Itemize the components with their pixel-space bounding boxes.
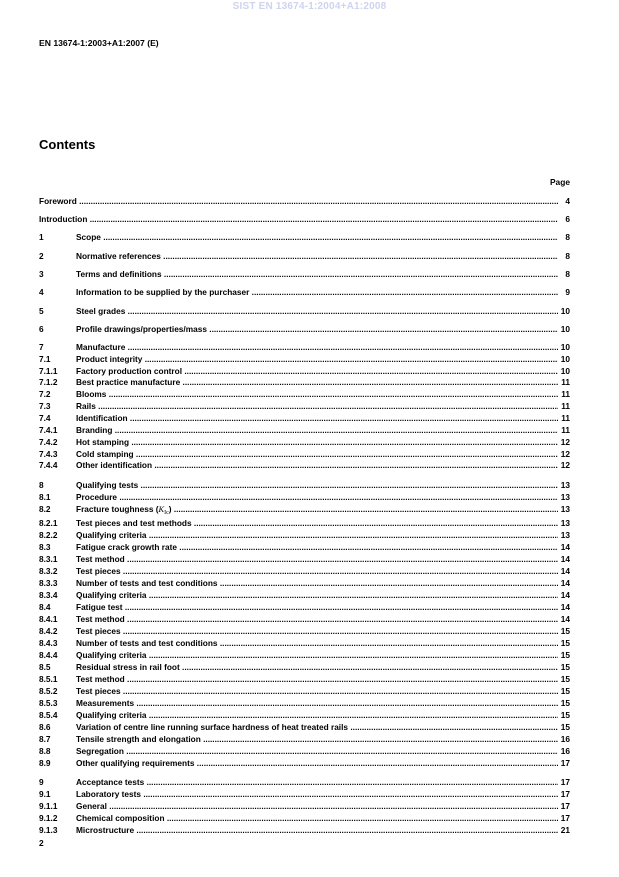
toc-entry-title: Test pieces ..... (76, 566, 558, 577)
toc-entry-number: 8.4.4 (39, 650, 58, 660)
toc-entry[interactable] (39, 449, 570, 460)
toc-entry-title: Factory production control ..... (76, 366, 558, 377)
toc-entry-title: Variation of centre line running surface hardness of heat treated rails ..... (76, 722, 558, 733)
toc-entry-number: 8.3 (39, 542, 51, 552)
toc-entry-title: Product integrity ..... (76, 354, 558, 365)
toc-entry[interactable] (39, 480, 570, 491)
toc-entry-title: Identification ..... (76, 413, 558, 424)
toc-entry-page: 17 (560, 777, 570, 787)
toc-entry-title: Test pieces ..... (76, 626, 558, 637)
toc-entry-number: 3 (39, 269, 44, 279)
toc-entry-title: Information to be supplied by the purchaser ..... (76, 287, 558, 298)
toc-entry[interactable] (39, 626, 570, 637)
toc-entry-title: Other identification ..... (76, 460, 558, 471)
toc-entry-number: 7.1.1 (39, 366, 58, 376)
watermark: SIST EN 13674-1:2004+A1:2008 (232, 1, 387, 12)
toc-entry-title: Acceptance tests ..... (76, 777, 558, 788)
toc-entry[interactable] (39, 602, 570, 613)
toc-entry-number: 9.1.2 (39, 813, 58, 823)
toc-entry-title: Introduction ..... (39, 214, 558, 225)
toc-entry-title: Manufacture ..... (76, 342, 558, 353)
toc-entry-number: 2 (39, 251, 44, 261)
toc-entry-number: 8.5.1 (39, 674, 58, 684)
toc-entry-title: Hot stamping ..... (76, 437, 558, 448)
toc-entry-page: 10 (560, 306, 570, 316)
toc-entry-page: 12 (560, 449, 570, 459)
toc-entry-title: Branding ..... (76, 425, 558, 436)
toc-entry-number: 9.1.3 (39, 825, 58, 835)
toc-entry-number: 7.2 (39, 389, 51, 399)
toc-entry-number: 7.1 (39, 354, 51, 364)
toc-entry[interactable] (39, 354, 570, 365)
toc-entry[interactable] (39, 232, 570, 243)
toc-entry-number: 7.4 (39, 413, 51, 423)
toc-entry-page: 4 (565, 196, 570, 206)
toc-entry[interactable] (39, 269, 570, 280)
toc-entry-title: Test method ..... (76, 614, 558, 625)
toc-entry-page: 14 (560, 566, 570, 576)
toc-entry-page: 11 (561, 425, 570, 435)
toc-entry-page: 21 (560, 825, 570, 835)
toc-entry-title: Microstructure ..... (76, 825, 558, 836)
toc-entry[interactable] (39, 377, 570, 388)
toc-entry-title: Fatigue test ..... (76, 602, 558, 613)
toc-entry-page: 11 (561, 389, 570, 399)
toc-entry-page: 17 (560, 813, 570, 823)
toc-entry[interactable] (39, 504, 570, 515)
toc-entry[interactable] (39, 698, 570, 709)
toc-entry-title: Qualifying criteria ..... (76, 590, 558, 601)
toc-entry-title: Measurements ..... (76, 698, 558, 709)
toc-entry[interactable] (39, 389, 570, 400)
toc-entry-page: 10 (560, 324, 570, 334)
toc-entry-number: 6 (39, 324, 44, 334)
toc-entry[interactable] (39, 722, 570, 733)
toc-entry-title: Best practice manufacture ..... (76, 377, 558, 388)
toc-entry-page: 15 (560, 626, 570, 636)
toc-entry-page: 15 (560, 638, 570, 648)
toc-entry-page: 16 (560, 734, 570, 744)
toc-entry-page: 15 (560, 686, 570, 696)
toc-entry-page: 17 (560, 758, 570, 768)
toc-entry-title: Chemical composition ..... (76, 813, 558, 824)
toc-entry-number: 8.3.1 (39, 554, 58, 564)
toc-entry-page: 14 (560, 590, 570, 600)
toc-entry[interactable] (39, 590, 570, 601)
toc-entry[interactable] (39, 306, 570, 317)
toc-entry[interactable] (39, 554, 570, 565)
toc-entry[interactable] (39, 425, 570, 436)
toc-entry[interactable] (39, 650, 570, 661)
toc-entry[interactable] (39, 686, 570, 697)
toc-entry-number: 8.4 (39, 602, 51, 612)
toc-entry-title: Laboratory tests ..... (76, 789, 558, 800)
toc-entry-page: 15 (560, 662, 570, 672)
toc-entry-page: 16 (560, 746, 570, 756)
toc-entry[interactable] (39, 460, 570, 471)
toc-entry-number: 8.9 (39, 758, 51, 768)
toc-entry-number: 8.5.2 (39, 686, 58, 696)
toc-entry-page: 14 (560, 554, 570, 564)
toc-entry-page: 10 (560, 366, 570, 376)
toc-entry-page: 14 (560, 602, 570, 612)
toc-entry-page: 11 (561, 377, 570, 387)
toc-entry-title: Procedure ..... (76, 492, 558, 503)
toc-entry[interactable] (39, 614, 570, 625)
toc-entry-page: 8 (565, 269, 570, 279)
toc-entry-number: 9.1.1 (39, 801, 58, 811)
toc-entry-title: Foreword ..... (39, 196, 558, 207)
toc-entry[interactable] (39, 758, 570, 769)
toc-entry-title: Cold stamping ..... (76, 449, 558, 460)
toc-entry-number: 7.1.2 (39, 377, 58, 387)
toc-entry[interactable] (39, 251, 570, 262)
toc-entry-page: 10 (560, 354, 570, 364)
contents-heading: Contents (39, 137, 96, 152)
toc-entry-page: 8 (565, 251, 570, 261)
toc-entry[interactable] (39, 437, 570, 448)
toc-entry-page: 8 (565, 232, 570, 242)
toc-entry[interactable] (39, 825, 570, 836)
toc-entry[interactable] (39, 710, 570, 721)
toc-entry[interactable] (39, 638, 570, 649)
toc-entry-title: Number of tests and test conditions ..... (76, 578, 558, 589)
toc-entry-number: 8.3.4 (39, 590, 58, 600)
toc-entry-page: 13 (560, 530, 570, 540)
toc-entry-symbol: K (158, 505, 165, 514)
toc-entry-number: 7 (39, 342, 44, 352)
toc-entry-number: 8.5.3 (39, 698, 58, 708)
toc-entry-number: 8.8 (39, 746, 51, 756)
toc-entry-number: 8.5.4 (39, 710, 58, 720)
toc-entry-number: 7.4.3 (39, 449, 58, 459)
toc-entry-number: 7.3 (39, 401, 51, 411)
toc-entry-page: 14 (560, 614, 570, 624)
toc-entry-title: Test pieces and test methods ..... (76, 518, 558, 529)
toc-entry[interactable] (39, 674, 570, 685)
toc-entry[interactable] (39, 530, 570, 541)
toc-entry-number: 1 (39, 232, 44, 242)
toc-entry-title: Other qualifying requirements ..... (76, 758, 558, 769)
toc-entry-title: Number of tests and test conditions ..... (76, 638, 558, 649)
toc-entry-page: 17 (560, 801, 570, 811)
toc-entry-page: 15 (560, 698, 570, 708)
toc-entry-title: Profile drawings/properties/mass ..... (76, 324, 558, 335)
toc-entry[interactable] (39, 401, 570, 412)
toc-entry-page: 14 (560, 578, 570, 588)
toc-entry-number: 8.6 (39, 722, 51, 732)
toc-entry[interactable] (39, 366, 570, 377)
toc-entry[interactable] (39, 492, 570, 503)
toc-entry-title: Test method ..... (76, 674, 558, 685)
toc-entry-title: Fracture toughness $(K_{Ic})$ ..... (76, 504, 558, 519)
toc-entry-title: General ..... (76, 801, 558, 812)
toc-entry-number: 8.3.3 (39, 578, 58, 588)
toc-entry-title: Terms and definitions ..... (76, 269, 558, 280)
toc-entry-page: 11 (561, 413, 570, 423)
toc-entry-page: 13 (560, 492, 570, 502)
toc-entry[interactable] (39, 342, 570, 353)
toc-entry-page: 14 (560, 542, 570, 552)
toc-entry-number: 8.4.2 (39, 626, 58, 636)
toc-entry-page: 12 (560, 460, 570, 470)
toc-entry[interactable] (39, 518, 570, 529)
toc-entry[interactable] (39, 777, 570, 788)
toc-entry[interactable] (39, 542, 570, 553)
toc-entry[interactable] (39, 789, 570, 800)
toc-entry-number: 5 (39, 306, 44, 316)
toc-entry-page: 11 (561, 401, 570, 411)
toc-entry-page: 17 (560, 789, 570, 799)
toc-entry-title: Normative references ..... (76, 251, 558, 262)
toc-entry-page: 13 (560, 518, 570, 528)
toc-entry-title: Qualifying criteria ..... (76, 710, 558, 721)
toc-entry-title: Test pieces ..... (76, 686, 558, 697)
toc-entry-page: 9 (565, 287, 570, 297)
toc-entry[interactable] (39, 801, 570, 812)
toc-entry-title: Qualifying criteria ..... (76, 530, 558, 541)
toc-entry-number: 8.3.2 (39, 566, 58, 576)
toc-entry[interactable] (39, 413, 570, 424)
toc-entry-page: 13 (560, 480, 570, 490)
toc-entry-number: 9.1 (39, 789, 51, 799)
toc-entry-title: Qualifying tests ..... (76, 480, 558, 491)
toc-entry-number: 8.5 (39, 662, 51, 672)
toc-entry-number: 8.1 (39, 492, 51, 502)
page-number: 2 (39, 838, 44, 848)
toc-entry-number: 7.4.1 (39, 425, 58, 435)
toc-entry[interactable] (39, 813, 570, 824)
toc-entry[interactable] (39, 746, 570, 757)
toc-entry-title: Qualifying criteria ..... (76, 650, 558, 661)
toc-entry[interactable] (39, 662, 570, 673)
page-column-label: Page (549, 177, 570, 187)
toc-entry-title: Rails ..... (76, 401, 558, 412)
toc-entry-title: Fatigue crack growth rate ..... (76, 542, 558, 553)
toc-entry-title: Steel grades ..... (76, 306, 558, 317)
toc-entry[interactable] (39, 734, 570, 745)
toc-entry-number: 8.4.1 (39, 614, 58, 624)
standard-identifier: EN 13674-1:2003+A1:2007 (E) (39, 38, 159, 48)
toc-entry[interactable] (39, 324, 570, 335)
toc-entry-number: 8 (39, 480, 44, 490)
toc-entry-page: 13 (560, 504, 570, 514)
toc-entry[interactable] (39, 566, 570, 577)
toc-entry-number: 8.2.2 (39, 530, 58, 540)
toc-entry-number: 8.4.3 (39, 638, 58, 648)
toc-entry-title: Blooms ..... (76, 389, 558, 400)
toc-entry[interactable] (39, 196, 570, 207)
toc-entry-page: 10 (560, 342, 570, 352)
toc-entry-symbol-subscript: Ic (164, 510, 169, 516)
toc-entry-title: Scope ..... (76, 232, 558, 243)
toc-entry-page: 15 (560, 674, 570, 684)
toc-entry-page: 12 (560, 437, 570, 447)
toc-entry-number: 7.4.4 (39, 460, 58, 470)
toc-entry-number: 7.4.2 (39, 437, 58, 447)
toc-entry-page: 15 (560, 710, 570, 720)
toc-entry[interactable] (39, 578, 570, 589)
toc-entry[interactable] (39, 214, 570, 225)
toc-entry-number: 8.2 (39, 504, 51, 514)
toc-entry-title: Segregation ..... (76, 746, 558, 757)
toc-entry-title: Tensile strength and elongation ..... (76, 734, 558, 745)
toc-entry-page: 6 (565, 214, 570, 224)
toc-entry-title: Test method ..... (76, 554, 558, 565)
toc-entry-page: 15 (560, 650, 570, 660)
toc-entry-number: 4 (39, 287, 44, 297)
toc-entry-number: 8.7 (39, 734, 51, 744)
toc-entry-page: 15 (560, 722, 570, 732)
toc-entry[interactable] (39, 287, 570, 298)
toc-entry-number: 9 (39, 777, 44, 787)
toc-entry-number: 8.2.1 (39, 518, 58, 528)
toc-entry-title: Residual stress in rail foot ..... (76, 662, 558, 673)
